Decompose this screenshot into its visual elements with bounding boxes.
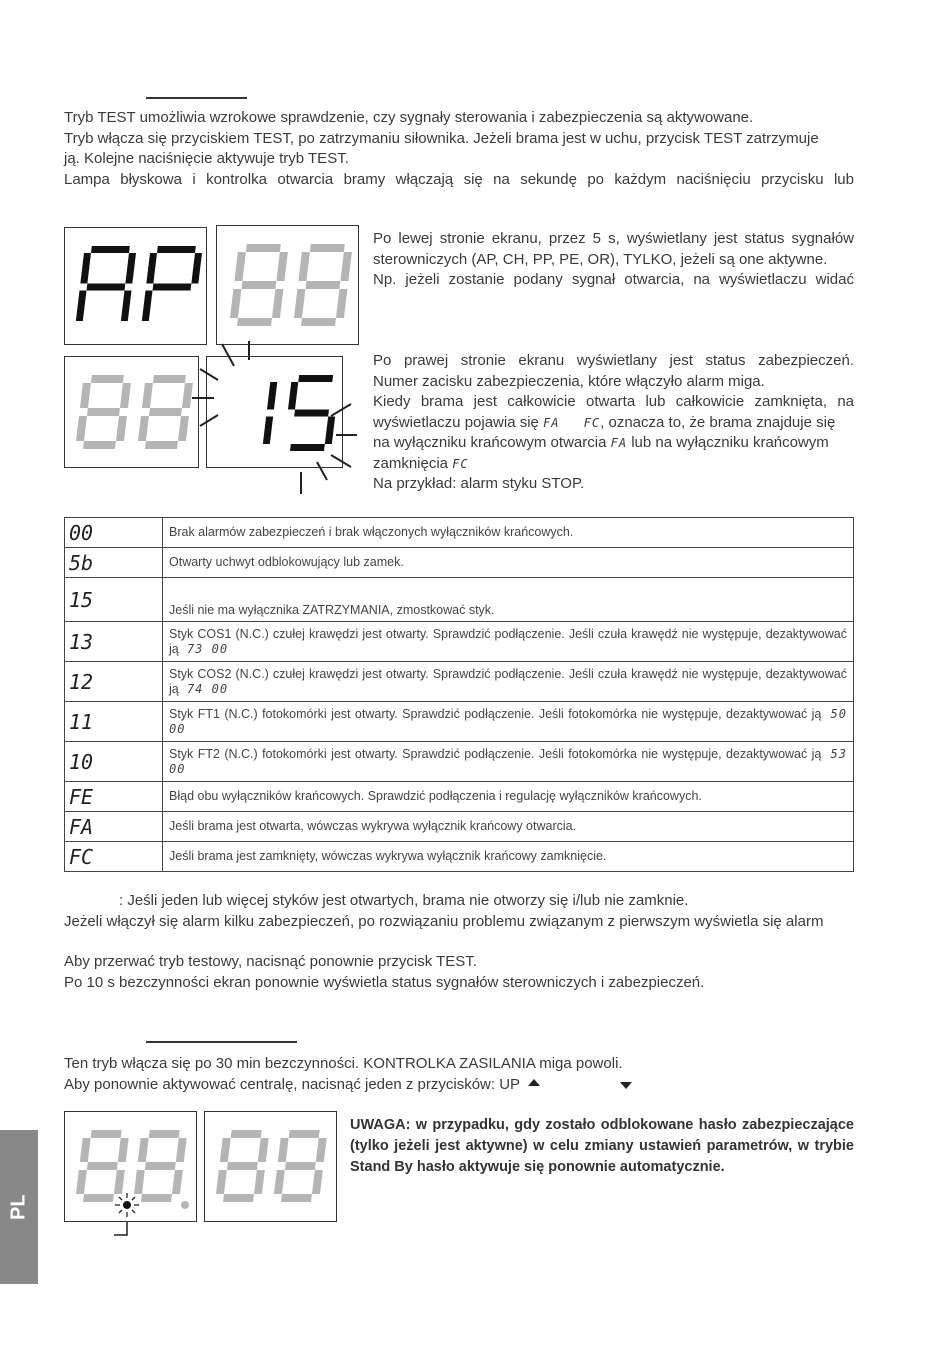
segment xyxy=(231,1130,262,1138)
segment xyxy=(91,1130,122,1138)
segment xyxy=(340,252,351,281)
deactivation-code: 74 00 xyxy=(178,681,229,696)
alarm-code: 10 xyxy=(65,742,163,782)
description-line: Numer zacisku zabezpieczenia, które włączyło alarm miga. xyxy=(373,372,765,390)
segment-display-88-gray xyxy=(205,1112,337,1220)
power-led-blink-icon xyxy=(100,1190,160,1240)
segment xyxy=(258,1138,269,1162)
alarm-description xyxy=(163,578,854,622)
alarm-code: 12 xyxy=(65,662,163,702)
alarm-code: 11 xyxy=(65,702,163,742)
segment xyxy=(142,291,153,322)
segment xyxy=(305,281,340,289)
segment xyxy=(149,408,182,416)
description-line: Np. jeżeli zostanie podany sygnał otwarcia, na wyświetlaczu widać xyxy=(373,271,854,288)
segment xyxy=(83,441,116,449)
segment xyxy=(87,408,120,416)
table-row xyxy=(65,578,854,622)
segment xyxy=(220,1138,231,1162)
segment xyxy=(294,410,329,417)
segment xyxy=(281,1194,312,1202)
segment xyxy=(325,417,335,445)
segment xyxy=(223,1194,254,1202)
standby-line xyxy=(64,1075,854,1096)
display-bottom-right xyxy=(206,356,343,468)
deactivation-code: 73 00 xyxy=(178,641,229,656)
deactivation-code: 50 00 xyxy=(169,706,847,736)
description-line: Na przykład: alarm styku STOP. xyxy=(373,475,585,492)
segment xyxy=(276,252,287,281)
table-row xyxy=(65,702,854,742)
text: zamknięcia xyxy=(373,454,449,472)
alarm-description-text: Błąd obu wyłączników krańcowych. Sprawdzić podłączenia i regulację wyłączników krańcowych. xyxy=(169,789,702,803)
alarm-description-text: Styk COS1 (N.C.) czułej krawędzi jest otwarty. Sprawdzić podłączenie. Jeśli czuła krawędź nie występuje, dezaktywować ją xyxy=(169,626,847,656)
segment xyxy=(274,1170,285,1194)
segment xyxy=(172,1170,183,1194)
alarm-description-text: Jeśli brama jest zamknięty, wówczas wykrywa wyłącznik krańcowy zamknięcie. xyxy=(169,849,607,863)
segment xyxy=(80,253,91,284)
table-row xyxy=(65,662,854,702)
standby-warning: UWAGA: w przypadku, gdy zostało odblokowane hasło zabezpieczające (tylko jeżeli jest aktywne) w celu zmiany ustawień parametrów, w trybie Stand By hasło aktywuje się ponownie automatycznie. xyxy=(350,1117,854,1175)
table-row xyxy=(65,518,854,548)
segment xyxy=(267,382,277,410)
alarm-description xyxy=(163,662,854,702)
test-intro xyxy=(64,108,854,190)
decimal-point xyxy=(181,1201,189,1209)
segment xyxy=(312,1170,323,1194)
alarm-code: 15 xyxy=(65,578,163,622)
alarm-code: FA xyxy=(65,812,163,842)
segment xyxy=(254,1170,265,1194)
alarm-code: FE xyxy=(65,782,163,812)
segment-display-88-gray xyxy=(217,226,357,342)
segment xyxy=(87,284,126,291)
description-line: Po prawej stronie ekranu wyświetlany jest status zabezpieczeń. xyxy=(373,352,854,369)
alarm-code: FC xyxy=(65,842,163,872)
description-line xyxy=(373,433,854,454)
segment xyxy=(125,253,136,284)
segment xyxy=(246,244,281,252)
display-top-description xyxy=(373,229,854,291)
segment xyxy=(116,416,127,441)
segment xyxy=(278,1138,289,1162)
note-line: Aby przerwać tryb testowy, nacisnąć ponownie przycisk TEST. xyxy=(64,953,477,970)
display-top-left xyxy=(64,227,207,345)
paragraph: Tryb włącza się przyciskiem TEST, po zatrzymaniu siłownika. Jeżeli brama jest w uchu, przycisk TEST zatrzymuje xyxy=(64,129,819,147)
segment xyxy=(120,383,131,408)
segment xyxy=(138,1138,149,1162)
section-heading-rule-test xyxy=(146,97,247,99)
text: Aby ponownie aktywować centralę, nacisnąć jeden z przycisków: UP xyxy=(64,1075,520,1093)
text: na wyłączniku krańcowym otwarcia xyxy=(373,434,607,451)
segment xyxy=(285,1162,316,1170)
alarm-description xyxy=(163,518,854,548)
segment xyxy=(191,253,202,284)
description-line: sterowniczych (AP, CH, PP, PE, OR), TYLKO, jeżeli są one aktywne. xyxy=(373,250,828,268)
segment xyxy=(310,244,345,252)
segment xyxy=(80,1138,91,1162)
segment xyxy=(237,318,272,326)
table-row xyxy=(65,782,854,812)
segment xyxy=(153,284,192,291)
segment xyxy=(290,444,325,451)
standby-line: Ten tryb włącza się po 30 min bezczynności. KONTROLKA ZASILANIA miga powoli. xyxy=(64,1055,623,1072)
segment xyxy=(91,246,130,253)
description-line xyxy=(373,454,854,475)
alarm-description-text: Styk FT1 (N.C.) fotokomórki jest otwarty. Sprawdzić podłączenie. Jeśli fotokomórka nie występuje, dezaktywować ją xyxy=(169,706,822,721)
segment xyxy=(76,291,87,322)
segment xyxy=(178,416,189,441)
alarm-code: 13 xyxy=(65,622,163,662)
note-line: Po 10 s bezczynności ekran ponownie wyświetla status sygnałów sterowniczych i zabezpieczeń. xyxy=(64,973,705,991)
segment xyxy=(91,375,124,383)
segment xyxy=(301,318,336,326)
standby-text xyxy=(64,1054,854,1095)
alarm-description xyxy=(163,782,854,812)
segment xyxy=(241,281,276,289)
segment xyxy=(142,383,153,408)
table-row xyxy=(65,622,854,662)
segment xyxy=(146,253,157,284)
alarm-description xyxy=(163,702,854,742)
segment xyxy=(176,1138,187,1162)
display-code: FC xyxy=(583,415,601,430)
segment xyxy=(76,416,87,441)
display-bottom-left xyxy=(64,356,199,468)
language-tab xyxy=(0,1130,38,1284)
segment xyxy=(149,1130,180,1138)
description-line: Kiedy brama jest całkowicie otwarta lub całkowicie zamknięta, na xyxy=(373,393,854,410)
description-line: Po lewej stronie ekranu, przez 5 s, wyświetlany jest status sygnałów xyxy=(373,230,854,247)
alarm-code: 5b xyxy=(65,548,163,578)
display-code: FC xyxy=(452,456,469,471)
alarm-description xyxy=(163,742,854,782)
display-code: FA xyxy=(610,436,628,450)
segment xyxy=(118,1138,129,1162)
segment xyxy=(272,289,283,318)
arrow-down-icon xyxy=(620,1082,632,1089)
segment-display-ap xyxy=(65,228,205,344)
after-table-notes xyxy=(64,891,854,932)
paragraph: Lampa błyskowa i kontrolka otwarcia bramy włączają się na sekundę po każdym naciśnięciu przycisku lub xyxy=(64,170,854,188)
alarm-description-text: Styk COS2 (N.C.) czułej krawędzi jest otwarty. Sprawdzić podłączenie. Jeśli czuła krawędź nie występuje, dezaktywować ją xyxy=(169,666,847,696)
paragraph: Tryb TEST umożliwia wzrokowe sprawdzenie, czy sygnały sterowania i zabezpieczenia są aktywowane. xyxy=(64,109,754,126)
segment xyxy=(289,1130,320,1138)
exit-test-notes xyxy=(64,952,854,993)
segment xyxy=(230,289,241,318)
alarm-description-text: Jeśli brama jest otwarta, wówczas wykrywa wyłącznik krańcowy otwarcia. xyxy=(169,819,577,833)
alarm-description xyxy=(163,548,854,578)
alarm-description xyxy=(163,842,854,872)
display-top-right xyxy=(216,225,359,345)
segment xyxy=(288,382,298,410)
segment xyxy=(145,1162,176,1170)
note-line: Jeżeli włączył się alarm kilku zabezpieczeń, po rozwiązaniu problemu związanym z pierwszym wyświetla się alarm xyxy=(64,912,824,930)
alarm-description-text: Otwarty uchwyt odblokowujący lub zamek. xyxy=(169,555,404,569)
segment xyxy=(80,383,91,408)
language-label: PL xyxy=(7,1194,30,1220)
alarm-table xyxy=(64,517,854,872)
segment xyxy=(138,416,149,441)
display-code: FA xyxy=(543,415,560,430)
alarm-description-text: Styk FT2 (N.C.) fotokomórki jest otwarty. Sprawdzić podłączenie. Jeśli fotokomórka nie występuje, dezaktywować ją xyxy=(169,746,822,761)
paragraph: ją. Kolejne naciśnięcie aktywuje tryb TEST. xyxy=(64,150,349,167)
segment xyxy=(234,252,245,281)
text: wyświetlaczu pojawia się xyxy=(373,413,539,431)
table-row xyxy=(65,812,854,842)
deactivation-code: 53 00 xyxy=(169,746,847,776)
table-row xyxy=(65,842,854,872)
segment xyxy=(316,1138,327,1162)
segment xyxy=(227,1162,258,1170)
segment xyxy=(336,289,347,318)
alarm-code: 00 xyxy=(65,518,163,548)
table-row xyxy=(65,742,854,782)
segment xyxy=(216,1170,227,1194)
segment xyxy=(298,375,333,382)
segment xyxy=(157,246,196,253)
segment xyxy=(76,1170,87,1194)
description-line xyxy=(373,413,854,434)
standby-display-right xyxy=(204,1111,337,1222)
alarm-description xyxy=(163,622,854,662)
alarm-description-text: Brak alarmów zabezpieczeń i brak włączonych wyłączników krańcowych. xyxy=(169,525,574,539)
segment xyxy=(298,252,309,281)
segment-display-15 xyxy=(207,357,343,467)
text: lub na wyłączniku krańcowym xyxy=(631,434,829,451)
segment xyxy=(121,291,132,322)
segment xyxy=(263,417,273,445)
alarm-description xyxy=(163,812,854,842)
table-row xyxy=(65,548,854,578)
arrow-up-icon xyxy=(528,1079,540,1086)
segment xyxy=(153,375,186,383)
text: , oznacza to, że brama znajduje się xyxy=(600,413,836,431)
display-bottom-description xyxy=(373,351,854,495)
segment xyxy=(294,289,305,318)
segment xyxy=(182,383,193,408)
section-heading-rule-standby xyxy=(146,1041,297,1043)
alarm-description-text: Jeśli nie ma wyłącznika ZATRZYMANIA, zmostkować styk. xyxy=(169,603,495,617)
segment xyxy=(145,441,178,449)
note-line: : Jeśli jeden lub więcej styków jest otwartych, brama nie otworzy się i/lub nie zamknie. xyxy=(119,892,689,909)
segment xyxy=(87,1162,118,1170)
segment-display-88-gray xyxy=(65,357,199,467)
